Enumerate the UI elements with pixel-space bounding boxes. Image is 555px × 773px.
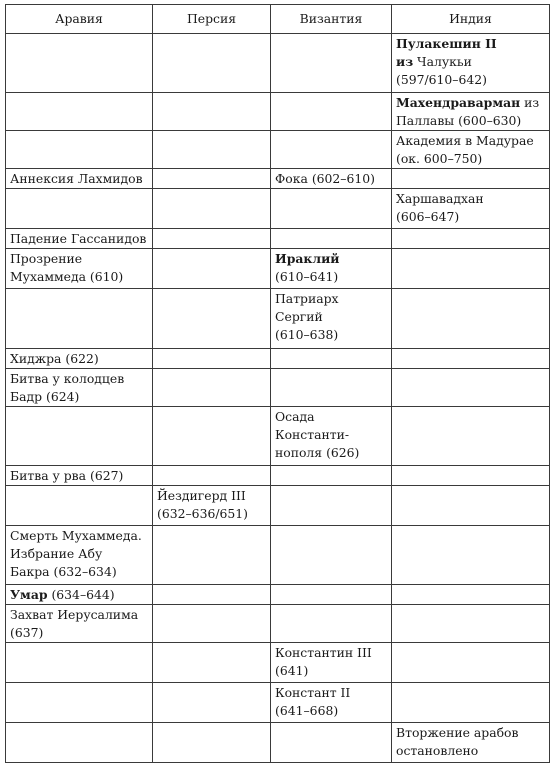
cell-line [10,606,147,624]
table-cell-persia [153,526,271,585]
cell-line [10,624,147,642]
cell-line [10,250,147,268]
cell-text: Битва у колодцев [10,371,125,386]
cell-line [396,53,544,71]
cell-text: Патриарх [275,291,339,306]
cell-line [275,170,386,188]
table-cell-arabia [6,249,153,289]
column-header-arabia: Аравия [6,5,153,34]
table-cell-arabia [6,289,153,349]
table-cell-india [392,466,550,486]
cell-text: из [520,95,540,110]
table-cell-india [392,585,550,605]
cell-text: Чалукьи [413,54,472,69]
cell-text: Аннексия Лахмидов [10,171,143,186]
cell-line [396,112,544,130]
cell-line [275,426,386,444]
table-cell-persia [153,34,271,93]
cell-line [10,230,147,248]
cell-line [275,326,386,344]
cell-line [10,370,147,388]
cell-text: Паллавы (600–630) [396,113,522,128]
table-cell-india [392,369,550,407]
table-cell-india [392,526,550,585]
table-cell-persia [153,169,271,189]
cell-line [275,662,386,680]
cell-line [275,702,386,720]
cell-text: Осада [275,409,315,424]
cell-text: Вторжение арабов [396,725,519,740]
cell-text: Сергий [275,309,323,324]
table-cell-arabia [6,369,153,407]
cell-text: (641) [275,663,309,678]
table-cell-arabia [6,189,153,229]
table-cell-arabia [6,131,153,169]
table-cell-india [392,34,550,93]
cell-text: Ираклий [275,251,340,266]
table-cell-byzantium [271,34,392,93]
column-header-india: Индия [392,5,550,34]
table-cell-persia [153,249,271,289]
table-cell-arabia [6,605,153,643]
table-cell-arabia [6,723,153,763]
cell-line [10,350,147,368]
cell-text: (632–636/651) [157,506,248,521]
cell-line [396,208,544,226]
table-cell-persia [153,585,271,605]
cell-text: Падение Гассанидов [10,231,147,246]
table-row [6,723,550,763]
cell-text: Йездигерд III [157,488,246,503]
table-cell-arabia [6,407,153,466]
cell-line [396,35,544,53]
cell-text: остановлено [396,743,479,758]
table-cell-india [392,349,550,369]
table-row [6,643,550,683]
cell-text: Захват Иерусалима [10,607,139,622]
table-cell-byzantium [271,249,392,289]
cell-text: Умар [10,587,48,602]
table-cell-byzantium [271,169,392,189]
cell-text: (610–638) [275,327,339,342]
cell-line [10,563,147,581]
cell-line [157,505,265,523]
cell-line [396,150,544,168]
cell-text: Прозрение [10,251,83,266]
cell-line [275,684,386,702]
table-cell-byzantium [271,605,392,643]
table-cell-arabia [6,585,153,605]
table-cell-persia [153,189,271,229]
table-row [6,466,550,486]
cell-line [10,170,147,188]
header-row [6,5,550,34]
table-cell-india [392,249,550,289]
cell-line [10,467,147,485]
table-cell-persia [153,723,271,763]
cell-line [275,250,386,268]
cell-line [275,644,386,662]
table-cell-persia [153,605,271,643]
cell-text: Академия в Мадурае [396,133,534,148]
table-cell-persia [153,407,271,466]
table-cell-persia [153,349,271,369]
table-cell-arabia [6,683,153,723]
table-cell-byzantium [271,643,392,683]
table-row [6,289,550,349]
cell-line [275,268,386,286]
cell-line [275,408,386,426]
cell-line [10,388,147,406]
table-cell-arabia [6,169,153,189]
cell-text: (597/610–642) [396,72,487,87]
table-cell-arabia [6,486,153,526]
table-cell-india [392,643,550,683]
cell-text: Константин III [275,645,372,660]
table-cell-byzantium [271,466,392,486]
table-row [6,349,550,369]
cell-line [396,190,544,208]
table-cell-byzantium [271,131,392,169]
table-row [6,486,550,526]
cell-text: (610–641) [275,269,339,284]
table-cell-arabia [6,34,153,93]
cell-text: Фока (602–610) [275,171,375,186]
table-row [6,683,550,723]
table-cell-india [392,189,550,229]
cell-line [10,586,147,604]
table-row [6,189,550,229]
cell-text: Констант II [275,685,351,700]
cell-text: Избрание Абу [10,546,103,561]
cell-line [275,444,386,462]
column-header-byzantium: Византия [271,5,392,34]
table-cell-byzantium [271,407,392,466]
cell-line [157,487,265,505]
cell-line [396,724,544,742]
table-cell-byzantium [271,289,392,349]
cell-text: Харшавадхан [396,191,484,206]
table-cell-arabia [6,349,153,369]
table-row [6,605,550,643]
table-cell-india [392,407,550,466]
table-cell-arabia [6,93,153,131]
table-cell-india [392,169,550,189]
table-cell-persia [153,369,271,407]
table-cell-india [392,605,550,643]
table-row [6,369,550,407]
table-row [6,169,550,189]
table-cell-arabia [6,466,153,486]
table-row [6,131,550,169]
table-cell-byzantium [271,585,392,605]
table-cell-persia [153,466,271,486]
cell-line [396,742,544,760]
cell-text: (641–668) [275,703,339,718]
table-cell-persia [153,131,271,169]
table-cell-byzantium [271,229,392,249]
cell-text: нополя (626) [275,445,360,460]
table-cell-persia [153,289,271,349]
cell-line [275,290,386,308]
table-row [6,229,550,249]
table-row [6,34,550,93]
cell-text: Смерть Мухаммеда. [10,528,142,543]
table-cell-india [392,229,550,249]
cell-text: Пулакешин II [396,36,497,51]
cell-line [396,132,544,150]
table-cell-byzantium [271,683,392,723]
cell-text: Махендраварман [396,95,521,110]
cell-line [10,545,147,563]
table-cell-arabia [6,526,153,585]
table-cell-persia [153,93,271,131]
table-row [6,526,550,585]
table-cell-byzantium [271,189,392,229]
cell-text: Константи- [275,427,350,442]
table-body [6,34,550,763]
column-header-persia: Персия [153,5,271,34]
table-cell-india [392,131,550,169]
cell-line [10,268,147,286]
table-cell-byzantium [271,349,392,369]
cell-line [396,71,544,89]
table-row [6,249,550,289]
table-cell-india [392,683,550,723]
table-row [6,585,550,605]
chronology-table [5,4,550,763]
table-cell-persia [153,683,271,723]
table-cell-persia [153,486,271,526]
table-cell-india [392,723,550,763]
table-cell-india [392,289,550,349]
table-cell-arabia [6,229,153,249]
cell-text: (ок. 600–750) [396,151,483,166]
table-cell-byzantium [271,93,392,131]
table-cell-persia [153,643,271,683]
cell-text: Мухаммеда (610) [10,269,124,284]
cell-text: Хиджра (622) [10,351,99,366]
table-cell-arabia [6,643,153,683]
cell-text: Бадр (624) [10,389,80,404]
cell-line [396,94,544,112]
table-row [6,93,550,131]
table-cell-byzantium [271,486,392,526]
table-row [6,407,550,466]
table-cell-persia [153,229,271,249]
cell-text: (634–644) [47,587,115,602]
cell-text: из [396,54,414,69]
cell-text: (606–647) [396,209,460,224]
cell-text: Бакра (632–634) [10,564,117,579]
cell-text: Битва у рва (627) [10,468,124,483]
cell-text: (637) [10,625,44,640]
cell-line [275,308,386,326]
table-cell-india [392,93,550,131]
table-cell-india [392,486,550,526]
table-cell-byzantium [271,526,392,585]
cell-line [10,527,147,545]
table-cell-byzantium [271,723,392,763]
table-cell-byzantium [271,369,392,407]
